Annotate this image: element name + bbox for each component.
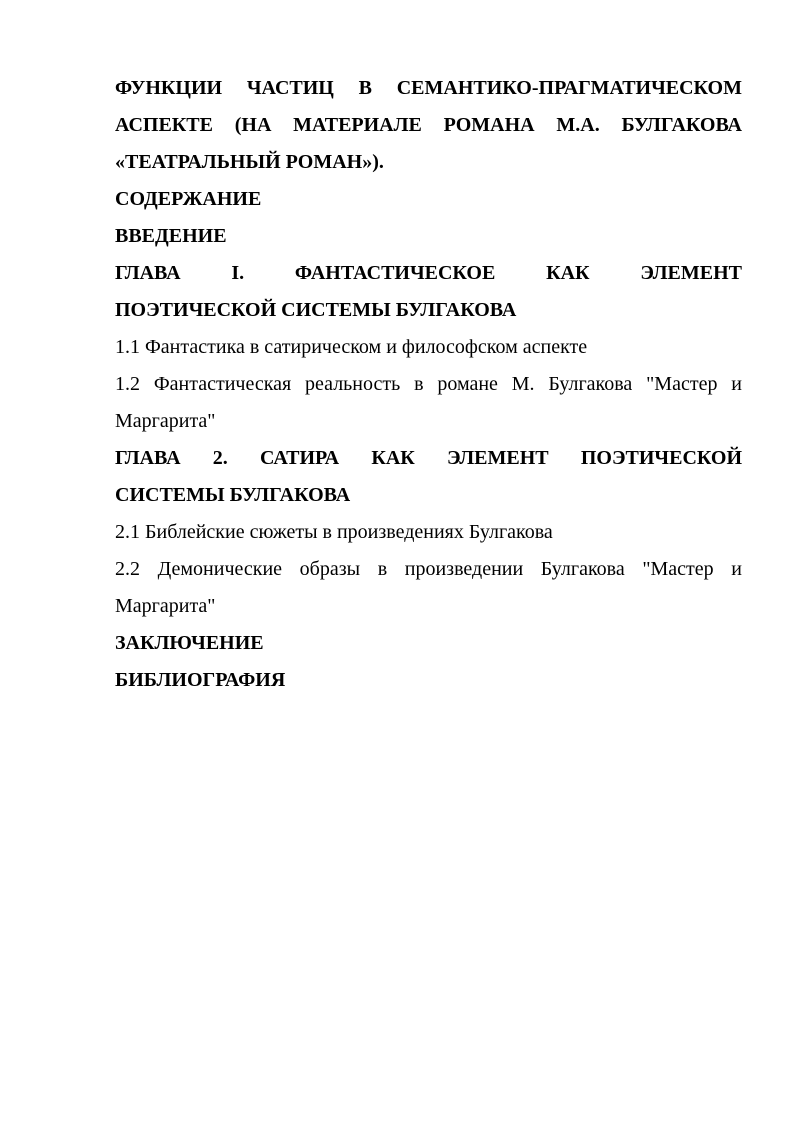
toc-bibliography: БИБЛИОГРАФИЯ: [115, 669, 286, 691]
document-page: [115, 70, 742, 699]
toc-section-2-1: 2.1 Библейские сюжеты в произведениях Булгакова: [115, 521, 553, 543]
title-line-1: ФУНКЦИИ ЧАСТИЦ В СЕМАНТИКО-ПРАГМАТИЧЕСКОМ: [115, 77, 742, 99]
chapter-2-title-line-2: СИСТЕМЫ БУЛГАКОВА: [115, 484, 351, 506]
toc-section-1-1: 1.1 Фантастика в сатирическом и философском аспекте: [115, 336, 588, 358]
toc-introduction: ВВЕДЕНИЕ: [115, 225, 227, 247]
title-line-2: АСПЕКТЕ (НА МАТЕРИАЛЕ РОМАНА М.А. БУЛГАКОВА: [115, 114, 742, 136]
toc-chapter-2: [115, 440, 742, 625]
contents-heading: СОДЕРЖАНИЕ: [115, 188, 262, 210]
chapter-2-title-line-1: ГЛАВА 2. САТИРА КАК ЭЛЕМЕНТ ПОЭТИЧЕСКОЙ: [115, 447, 742, 469]
toc-section-2-2-line-1: 2.2 Демонические образы в произведении Булгакова "Мастер и: [115, 558, 742, 580]
toc-section-1-2-line-1: 1.2 Фантастическая реальность в романе М. Булгакова "Мастер и: [115, 373, 742, 395]
chapter-1-title-line-1: ГЛАВА I. ФАНТАСТИЧЕСКОЕ КАК ЭЛЕМЕНТ: [115, 262, 742, 284]
chapter-1-title-line-2: ПОЭТИЧЕСКОЙ СИСТЕМЫ БУЛГАКОВА: [115, 299, 517, 321]
toc-conclusion: ЗАКЛЮЧЕНИЕ: [115, 632, 264, 654]
toc-chapter-1: [115, 255, 742, 440]
toc-section-1-2-line-2: Маргарита": [115, 410, 216, 432]
toc-section-2-2-line-2: Маргарита": [115, 595, 216, 617]
document-title: [115, 70, 742, 181]
title-line-3: «ТЕАТРАЛЬНЫЙ РОМАН»).: [115, 151, 384, 173]
